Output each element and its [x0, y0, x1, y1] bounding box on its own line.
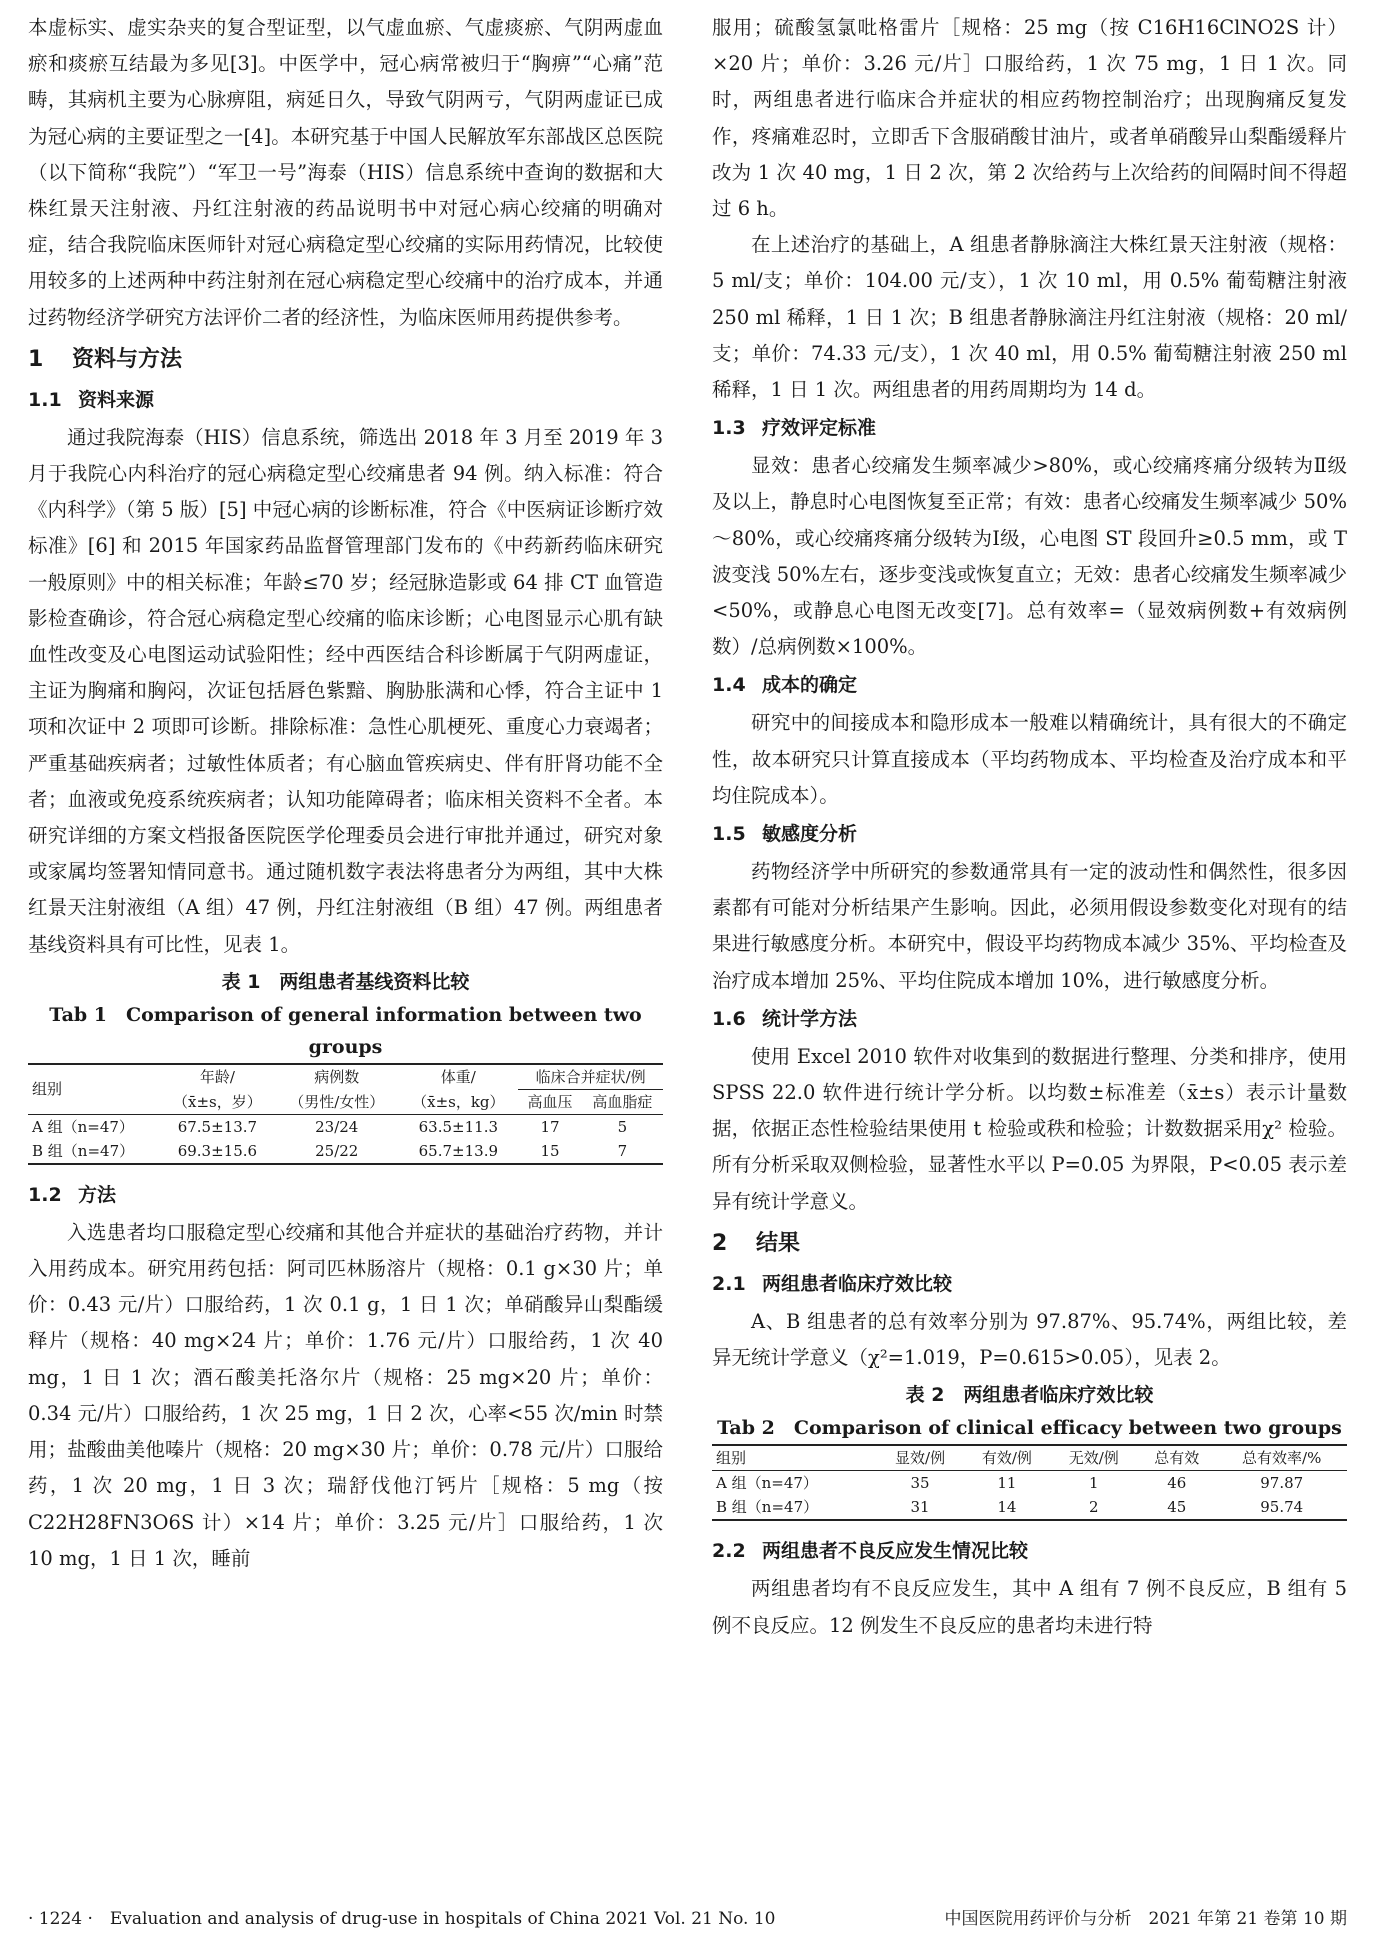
table-cell: 67.5±13.7 — [177, 1117, 258, 1136]
table-row — [712, 1495, 1347, 1520]
paragraph-1-1: 通过我院海泰（HIS）信息系统，筛选出 2018 年 3 月至 2019 年 3 月于我院心内科治疗的冠心病稳定型心绞痛患者 94 例。纳入标准：符合《内科学》（第 5 版）[5] 中冠心病的诊断标准，符合《中医病证诊断疗效标准》[6] 和 2015 年国家药品监督管理部门发布的《中药新药临床研究一般原则》中的相关标准；年龄≤70 岁；经冠脉造影或 64 排 CT 血管造影检查确诊，符合冠心病稳定型心绞痛的临床诊断；心电图显示心肌有缺血性改变及心电图运动试验阳性；经中西医结合科诊断属于气阴两虚证，主证为胸痛和胸闷，次证包括唇色紫黯、胸胁胀满和心悸，符合主证中 1 项和次证中 2 项即可诊断。排除标准：急性心肌梗死、重度心力衰竭者；严重基础疾病者；过敏性体质者；有心脑血管疾病史、伴有肝肾功能不全者；血液或免疫系统疾病者；认知功能障碍者；临床相关资料不全者。本研究详细的方案文档报备医院医学伦理委员会进行审批并通过，研究对象或家属均签署知情同意书。通过随机数字表法将患者分为两组，其中大株红景天注射液组（A 组）47 例，丹红注射液组（B 组）47 例。两组患者基线资料具有可比性，见表 1。 — [28, 425, 663, 956]
table-cell: B 组（n=47） — [28, 1139, 160, 1164]
table-cell: 23/24 — [315, 1117, 359, 1136]
intro-paragraph: 本虚标实、虚实杂夹的复合型证型，以气虚血瘀、气虚痰瘀、气阴两虚血瘀和痰瘀互结最为多见[3]。中医学中，冠心病常被归于“胸痹”“心痛”范畴，其病机主要为心脉痹阻，病延日久，导致气阴两亏，气阴两虚证已成为冠心病的主要证型之一[4]。本研究基于中国人民解放军东部战区总医院（以下简称“我院”）“军卫一号”海泰（HIS）信息系统中查询的数据和大株红景天注射液、丹红注射液的药品说明书中对冠心病心绞痛的明确对症，结合我院临床医师针对冠心病稳定型心绞痛的实际用药情况，比较使用较多的上述两种中药注射剂在冠心病稳定型心绞痛中的治疗成本，并通过药物经济学研究方法评价二者的经济性，为临床医师用药提供参考。 — [28, 16, 663, 329]
subsection-title: 成本的确定 — [762, 674, 858, 697]
subsection-1-1-heading — [28, 382, 663, 418]
subsection-title: 敏感度分析 — [762, 823, 858, 846]
table-2-title-en: Tab 2 Comparison of clinical efficacy between two groups — [717, 1417, 1342, 1440]
subsection-1-5-heading — [712, 816, 1347, 852]
table-cell: 25/22 — [275, 1139, 398, 1164]
table-row — [28, 1139, 663, 1164]
subsection-1-2-heading — [28, 1177, 663, 1213]
subsection-number: 1.5 — [712, 823, 746, 846]
table-cell: 7 — [582, 1139, 663, 1164]
subsection-number: 1.4 — [712, 674, 746, 697]
subsection-number: 1.3 — [712, 417, 746, 440]
table-1-title-cn: 表 1 两组患者基线资料比较 — [221, 970, 470, 993]
paragraph-2-1: A、B 组患者的总有效率分别为 97.87%、95.74%，两组比较，差异无统计学意义（χ²=1.019，P=0.615>0.05），见表 2。 — [712, 1309, 1347, 1370]
table-1-header-weight-unit: （x̄±s，kg） — [398, 1089, 518, 1114]
table-row — [712, 1471, 1347, 1496]
table-cell: 95.74 — [1216, 1495, 1347, 1520]
table-1-header-weight: 体重/ — [398, 1064, 518, 1090]
subsection-number: 2.2 — [712, 1540, 746, 1563]
table-cell: 2 — [1050, 1495, 1137, 1520]
table-cell: 69.3±15.6 — [160, 1139, 276, 1164]
table-cell: 65.7±13.9 — [398, 1139, 518, 1164]
table-cell: 17 — [540, 1117, 560, 1136]
subsection-title: 疗效评定标准 — [762, 417, 877, 440]
section-title: 结果 — [756, 1230, 801, 1256]
table-cell: 63.5±11.3 — [418, 1117, 499, 1136]
paragraph-1-2-injection: 在上述治疗的基础上，A 组患者静脉滴注大株红景天注射液（规格：5 ml/支；单价：104.00 元/支），1 次 10 ml，用 0.5% 葡萄糖注射液 250 ml 稀释，1 日 1 次；B 组患者静脉滴注丹红注射液（规格：20 ml/支；单价：74.33 元/支），1 次 40 ml，用 0.5% 葡萄糖注射液 250 ml 稀释，1 日 1 次。两组患者的用药周期均为 14 d。 — [712, 233, 1347, 402]
table-1-header-lipid: 高血脂症 — [582, 1089, 663, 1114]
table-2-header-invalid: 无效/例 — [1050, 1445, 1137, 1471]
section-number: 1 — [28, 346, 44, 372]
paragraph-1-6: 使用 Excel 2010 软件对收集到的数据进行整理、分类和排序，使用 SPSS 22.0 软件进行统计学分析。以均数±标准差（x̄±s）表示计量数据，依据正态性检验结果使用 t 检验或秩和检验；计数数据采用χ² 检验。所有分析采取双侧检验，显著性水平以 P=0.05 为界限，P<0.05 表示差异有统计学意义。 — [712, 1044, 1347, 1213]
table-cell: B 组（n=47） — [712, 1495, 877, 1520]
subsection-1-6-heading — [712, 1001, 1347, 1037]
section-number: 2 — [712, 1230, 728, 1256]
table-1-title-en: Tab 1 Comparison of general information between two groups — [49, 1003, 642, 1058]
table-cell: 11 — [997, 1474, 1017, 1493]
paragraph-1-5: 药物经济学中所研究的参数通常具有一定的波动性和偶然性，很多因素都有可能对分析结果产生影响。因此，必须用假设参数变化对现有的结果进行敏感度分析。本研究中，假设平均药物成本减少 35%、平均检查及治疗成本增加 25%、平均住院成本增加 10%，进行敏感度分析。 — [712, 860, 1347, 992]
subsection-number: 2.1 — [712, 1272, 746, 1295]
table-1-header-group: 组别 — [28, 1064, 160, 1115]
subsection-number: 1.6 — [712, 1007, 746, 1030]
paragraph-1-4: 研究中的间接成本和隐形成本一般难以精确统计，具有很大的不确定性，故本研究只计算直接成本（平均药物成本、平均检查及治疗成本和平均住院成本）。 — [712, 711, 1347, 807]
table-cell: 97.87 — [1260, 1474, 1304, 1493]
table-cell: 15 — [518, 1139, 581, 1164]
section-2-heading — [712, 1224, 1347, 1264]
footer-journal-cn: 中国医院用药评价与分析 2021 年第 21 卷第 10 期 — [944, 1909, 1347, 1929]
subsection-1-3-heading — [712, 410, 1347, 446]
table-cell: 14 — [963, 1495, 1050, 1520]
footer-journal-en: · 1224 · Evaluation and analysis of drug-use in hospitals of China 2021 Vol. 21 No. 10 — [28, 1909, 776, 1929]
table-cell: 35 — [910, 1474, 930, 1493]
table-2-header-effective: 有效/例 — [963, 1445, 1050, 1471]
table-cell: A 组（n=47） — [716, 1474, 818, 1493]
subsection-number: 1.1 — [28, 388, 62, 411]
table-cell: A 组（n=47） — [32, 1117, 134, 1136]
table-2-title-cn: 表 2 两组患者临床疗效比较 — [905, 1384, 1154, 1407]
table-1-header-comorbid: 临床合并症状/例 — [518, 1064, 663, 1090]
subsection-title: 资料来源 — [78, 388, 155, 411]
subsection-2-1-heading — [712, 1266, 1347, 1302]
subsection-1-4-heading — [712, 667, 1347, 703]
table-cell: 46 — [1167, 1474, 1187, 1493]
table-cell: 45 — [1137, 1495, 1216, 1520]
section-1-heading — [28, 340, 663, 380]
paragraph-2-2: 两组患者均有不良反应发生，其中 A 组有 7 例不良反应，B 组有 5 例不良反应。12 例发生不良反应的患者均未进行特 — [712, 1577, 1347, 1637]
table-1 — [28, 1063, 663, 1165]
table-cell: 1 — [1088, 1474, 1099, 1493]
subsection-title: 两组患者临床疗效比较 — [762, 1272, 953, 1295]
table-2-header-total: 总有效 — [1137, 1445, 1216, 1471]
subsection-2-2-heading — [712, 1533, 1347, 1569]
subsection-number: 1.2 — [28, 1183, 62, 1206]
table-1-header-age: 年龄/ — [160, 1064, 276, 1090]
paragraph-1-2-continued: 服用；硫酸氢氯吡格雷片［规格：25 mg（按 C16H16ClNO2S 计）×20 片；单价：3.26 元/片］口服给药，1 次 75 mg，1 日 1 次。同时，两组患者进行临床合并症状的相应药物控制治疗；出现胸痛反复发作，疼痛难忍时，立即舌下含服硝酸甘油片，或者单硝酸异山梨酯缓释片改为 1 次 40 mg，1 日 2 次，第 2 次给药与上次给药的间隔时间不得超过 6 h。 — [712, 16, 1347, 221]
table-2-header-rate: 总有效率/% — [1216, 1445, 1347, 1471]
table-2 — [712, 1444, 1347, 1521]
paragraph-1-3: 显效：患者心绞痛发生频率减少>80%，或心绞痛疼痛分级转为Ⅱ级及以上，静息时心电图恢复至正常；有效：患者心绞痛发生频率减少 50%～80%，或心绞痛疼痛分级转为Ⅰ级，心电图 ST 段回升≥0.5 mm，或 T 波变浅 50%左右，逐步变浅或恢复直立；无效：患者心绞痛发生频率减少<50%，或静息心电图无改变[7]。总有效率=（显效病例数+有效病例数）/总病例数×100%。 — [712, 454, 1347, 659]
paragraph-1-2: 入选患者均口服稳定型心绞痛和其他合并症状的基础治疗药物，并计入用药成本。研究用药包括：阿司匹林肠溶片（规格：0.1 g×30 片；单价：0.43 元/片）口服给药，1 次 0.1 g，1 日 1 次；单硝酸异山梨酯缓释片（规格：40 mg×24 片；单价：1.76 元/片）口服给药，1 次 40 mg，1 日 1 次；酒石酸美托洛尔片（规格：25 mg×20 片；单价：0.34 元/片）口服给药，1 次 25 mg，1 日 2 次，心率<55 次/min 时禁用；盐酸曲美他嗪片（规格：20 mg×30 片；单价：0.78 元/片）口服给药，1 次 20 mg，1 日 3 次；瑞舒伐他汀钙片［规格：5 mg（按 C22H28FN3O6S 计）×14 片；单价：3.25 元/片］口服给药，1 次 10 mg，1 日 1 次，睡前 — [28, 1220, 663, 1570]
table-1-header-age-unit: （x̄±s，岁） — [160, 1089, 276, 1114]
subsection-title: 统计学方法 — [762, 1007, 858, 1030]
table-1-header-htn: 高血压 — [518, 1089, 581, 1114]
table-2-header-marked: 显效/例 — [877, 1445, 964, 1471]
left-column — [28, 10, 663, 1577]
table-cell: 31 — [877, 1495, 964, 1520]
right-column — [712, 10, 1347, 1644]
subsection-title: 方法 — [78, 1183, 117, 1206]
section-title: 资料与方法 — [72, 346, 183, 372]
table-row — [28, 1114, 663, 1139]
table-1-header-cases: 病例数 — [275, 1064, 398, 1090]
table-cell: 5 — [617, 1117, 628, 1136]
table-1-header-cases-unit: （男性/女性） — [275, 1089, 398, 1114]
table-2-header-group: 组别 — [712, 1445, 877, 1471]
subsection-title: 两组患者不良反应发生情况比较 — [762, 1540, 1029, 1563]
